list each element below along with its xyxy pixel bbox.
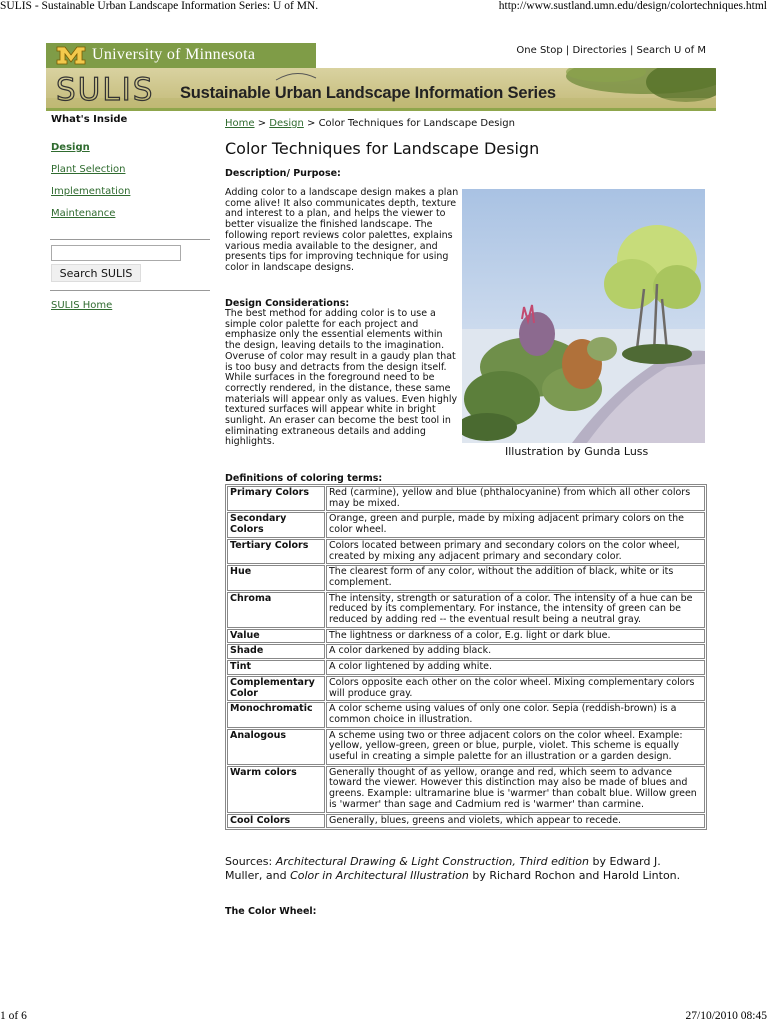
term-name: Hue	[227, 565, 325, 590]
sidebar-item-maintenance[interactable]: Maintenance	[51, 208, 116, 219]
print-page-number: 1 of 6	[0, 1010, 27, 1022]
university-name: University of Minnesota	[92, 46, 256, 63]
definitions-heading: Definitions of coloring terms:	[225, 473, 383, 484]
link-search-umn[interactable]: Search U of M	[636, 45, 706, 56]
print-header	[0, 0, 768, 16]
source-book-2: Color in Architectural Illustration	[290, 869, 469, 882]
table-row	[227, 629, 705, 644]
term-definition: The intensity, strength or saturation of a color. The intensity of a hue can be reduced by its complementary. For instance, the intensity of green can be reduced by adding red -- the eventual result being a neutral gray.	[326, 592, 705, 628]
term-definition: Generally thought of as yellow, orange and red, which seem to advance toward the viewer. However this distinction may also be made of blues and greens. Example: ultramarine blue is 'warmer' than cobalt blue. Willow green is 'warmer' than sage and Cadmium red is 'warmer' than carmine.	[326, 766, 705, 813]
color-wheel-heading: The Color Wheel:	[225, 906, 317, 917]
table-row	[227, 814, 705, 829]
table-row	[227, 729, 705, 765]
description-heading: Description/ Purpose:	[225, 168, 341, 179]
top-links: One Stop | Directories | Search U of M	[516, 45, 706, 56]
term-name: Tertiary Colors	[227, 539, 325, 564]
search-sulis-button[interactable]: Search SULIS	[51, 264, 141, 282]
breadcrumb-current: > Color Techniques for Landscape Design	[307, 118, 515, 129]
table-row	[227, 565, 705, 590]
term-name: Value	[227, 629, 325, 644]
breadcrumb-home[interactable]: Home	[225, 118, 255, 129]
table-row	[227, 486, 705, 511]
print-page-url: http://www.sustland.umn.edu/design/colortechniques.html	[498, 0, 767, 12]
source-book-1: Architectural Drawing & Light Construction, Third edition	[275, 855, 589, 868]
breadcrumb: Home > Design > Color Techniques for Landscape Design	[225, 118, 515, 129]
table-row	[227, 539, 705, 564]
term-name: Tint	[227, 660, 325, 675]
link-one-stop[interactable]: One Stop	[516, 45, 563, 56]
print-page-title: SULIS - Sustainable Urban Landscape Information Series: U of MN.	[0, 0, 319, 12]
search-input[interactable]	[51, 245, 181, 261]
sidebar-divider	[50, 239, 210, 240]
table-row	[227, 512, 705, 537]
sulis-tagline: Sustainable Urban Landscape Information Series	[180, 84, 556, 102]
terms-table	[225, 484, 707, 830]
sidebar-heading: What's Inside	[51, 114, 128, 125]
term-name: Shade	[227, 644, 325, 659]
breadcrumb-design[interactable]: Design	[269, 118, 304, 129]
term-name: Secondary Colors	[227, 512, 325, 537]
print-footer	[0, 1008, 768, 1024]
term-definition: Orange, green and purple, made by mixing adjacent primary colors on the color wheel.	[326, 512, 705, 537]
sidebar-item-design[interactable]: Design	[51, 142, 90, 153]
considerations-text: The best method for adding color is to use a simple color palette for each project and emphasize only the essential elements within the design, leaving details to the imagination. Overuse of color may result in a gaudy plan that is too busy and detracts from the design itself. While surfaces in the foreground need to be correctly rendered, in the distance, these same materials will appear only as values. Even highly textured surfaces will appear white in bright sunlight. An eraser can become the best tool in eliminating extraneous details and adding highlights.	[225, 308, 458, 448]
term-definition: A color scheme using values of only one color. Sepia (reddish-brown) is a common choice in illustration.	[326, 702, 705, 727]
sidebar-item-sulis-home[interactable]: SULIS Home	[51, 300, 113, 311]
term-definition: A color lightened by adding white.	[326, 660, 705, 675]
table-row	[227, 676, 705, 701]
term-definition: A scheme using two or three adjacent colors on the color wheel. Example: yellow, yellow-green, green or blue, purple, violet. This scheme is equally useful in creating a simple palette for an illustration or a garden design.	[326, 729, 705, 765]
table-row	[227, 592, 705, 628]
term-definition: Colors located between primary and secondary colors on the color wheel, created by mixing any adjacent primary and secondary color.	[326, 539, 705, 564]
table-row	[227, 660, 705, 675]
term-name: Analogous	[227, 729, 325, 765]
illustration-caption: Illustration by Gunda Luss	[505, 445, 649, 458]
term-definition: A color darkened by adding black.	[326, 644, 705, 659]
table-row	[227, 766, 705, 813]
term-definition: Red (carmine), yellow and blue (phthalocyanine) from which all other colors may be mixed.	[326, 486, 705, 511]
term-name: Cool Colors	[227, 814, 325, 829]
sulis-banner	[46, 68, 716, 111]
print-datetime: 27/10/2010 08:45	[685, 1010, 767, 1022]
term-name: Warm colors	[227, 766, 325, 813]
sidebar-item-implementation[interactable]: Implementation	[51, 186, 131, 197]
garden-illustration	[462, 189, 705, 443]
page-title: Color Techniques for Landscape Design	[225, 139, 540, 158]
table-row	[227, 644, 705, 659]
link-directories[interactable]: Directories	[572, 45, 627, 56]
sidebar-item-plant-selection[interactable]: Plant Selection	[51, 164, 126, 175]
term-definition: The lightness or darkness of a color, E.g. light or dark blue.	[326, 629, 705, 644]
sulis-logo[interactable]: SULIS	[56, 72, 155, 108]
university-bar[interactable]	[46, 43, 316, 68]
term-name: Complementary Color	[227, 676, 325, 701]
sidebar-divider	[50, 290, 210, 291]
description-text: Adding color to a landscape design makes a plan come alive! It also communicates depth, texture and interest to a plan, and helps the viewer to better visualize the finished landscape. The following report reviews color palettes, explains various media available to the designer, and presents tips for improving technique for using color in landscape designs.	[225, 187, 459, 273]
term-definition: Generally, blues, greens and violets, which appear to recede.	[326, 814, 705, 829]
sources-text: Sources: Architectural Drawing & Light Construction, Third edition by Edward J. Muller, and Color in Architectural Illustration by Richard Rochon and Harold Linton.	[225, 855, 681, 882]
m-logo-icon	[56, 46, 86, 65]
term-name: Primary Colors	[227, 486, 325, 511]
term-definition: Colors opposite each other on the color wheel. Mixing complementary colors will produce gray.	[326, 676, 705, 701]
term-definition: The clearest form of any color, without the addition of black, white or its complement.	[326, 565, 705, 590]
term-name: Chroma	[227, 592, 325, 628]
considerations-heading: Design Considerations:	[225, 298, 350, 309]
term-name: Monochromatic	[227, 702, 325, 727]
table-row	[227, 702, 705, 727]
